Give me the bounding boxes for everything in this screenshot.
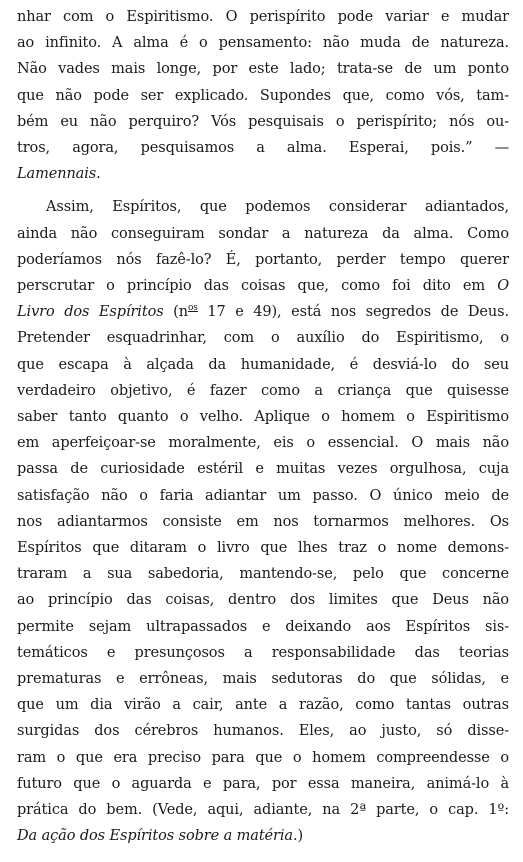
text-line-closing [17,823,509,849]
text-line: Não vades mais longe, por este lado; trata-se de um ponto [17,61,509,78]
text-line: nhar com o Espiritismo. O perispírito pode variar e mudar [17,9,509,25]
text-line: bém eu não perquiro? Vós pesquisais o perispírito; nós ou- [17,113,509,130]
number-abbrev: (n [173,304,188,321]
text-line: tros, agora, pesquisamos a alma. Esperai, pois.” — [17,140,509,157]
text-line: nos adiantarmos consiste em nos tornarmos melhores. Os [17,513,509,530]
text-line: traram a sua sabedoria, mantendo-se, pelo que concerne [17,566,509,583]
text-line: verdadeiro objetivo, é fazer como a criança que quisesse [17,382,509,399]
document-page [17,4,509,850]
text-line: Espíritos que ditaram o livro que lhes traz o nome demons- [17,540,509,557]
text-line: que escapa à alçada da humanidade, é desviá-lo do seu [17,356,509,373]
text-line: permite sejam ultrapassados e deixando aos Espíritos sis- [17,618,509,635]
text-line: saber tanto quanto o velho. Aplique o homem o Espiritismo [17,409,509,426]
text-line: em aperfeiçoar-se moralmente, eis o essencial. O mais não [17,435,509,452]
paragraph-quote-end [17,4,509,187]
text-line: Pretender esquadrinhar, com o auxílio do Espiritismo, o [17,330,509,347]
text-line: prática do bem. (Vede, aqui, adiante, na 2ª parte, o cap. 1º: [17,802,509,819]
paragraph-commentary [17,194,509,849]
text-line: Assim, Espíritos, que podemos considerar adiantados, [46,199,509,216]
text-line: surgidas dos cérebros humanos. Eles, ao justo, só disse- [17,723,509,740]
text-line-with-book-ref [17,273,509,299]
text-line: passa de curiosidade estéril e muitas vezes orgulhosa, cuja [17,461,509,478]
text-line: que um dia virão a cair, ante a razão, como tantas outras [17,697,509,714]
book-title: Livro dos Espíritos [17,304,164,321]
text-line: satisfação não o faria adiantar um passo. O único meio de [17,487,509,504]
text-line: ao infinito. A alma é o pensamento: não muda de natureza. [17,35,509,52]
number-abbrev-superscript: os [187,303,198,314]
text-line: ram o que era preciso para que o homem compreendesse o [17,749,509,766]
text-line: ao princípio das coisas, dentro dos limites que Deus não [17,592,509,609]
text-line: que não pode ser explicado. Supondes que, como vós, tam- [17,87,509,104]
text-line: temáticos e presunçosos a responsabilidade das teorias [17,644,509,661]
book-title-start: O [497,278,509,295]
text-line: prematuras e errôneas, mais sedutoras do que sólidas, e [17,671,509,688]
quote-attribution: Lamennais. [17,166,101,183]
closing-paren: ) [297,828,304,845]
text-segment: 17 e 49), está nos segredos de Deus. [197,304,510,321]
text-line-with-book-ref [17,299,509,325]
text-segment: perscrutar o princípio das coisas que, como foi dito em [17,278,486,295]
text-line: futuro que o aguarda e para, por essa maneira, animá-lo à [17,775,509,792]
text-line: ainda não conseguiram sondar a natureza da alma. Como [17,225,509,242]
text-line: poderíamos nós fazê-lo? É, portanto, perder tempo querer [17,251,509,268]
chapter-title: Da ação dos Espíritos sobre a matéria. [17,828,298,845]
